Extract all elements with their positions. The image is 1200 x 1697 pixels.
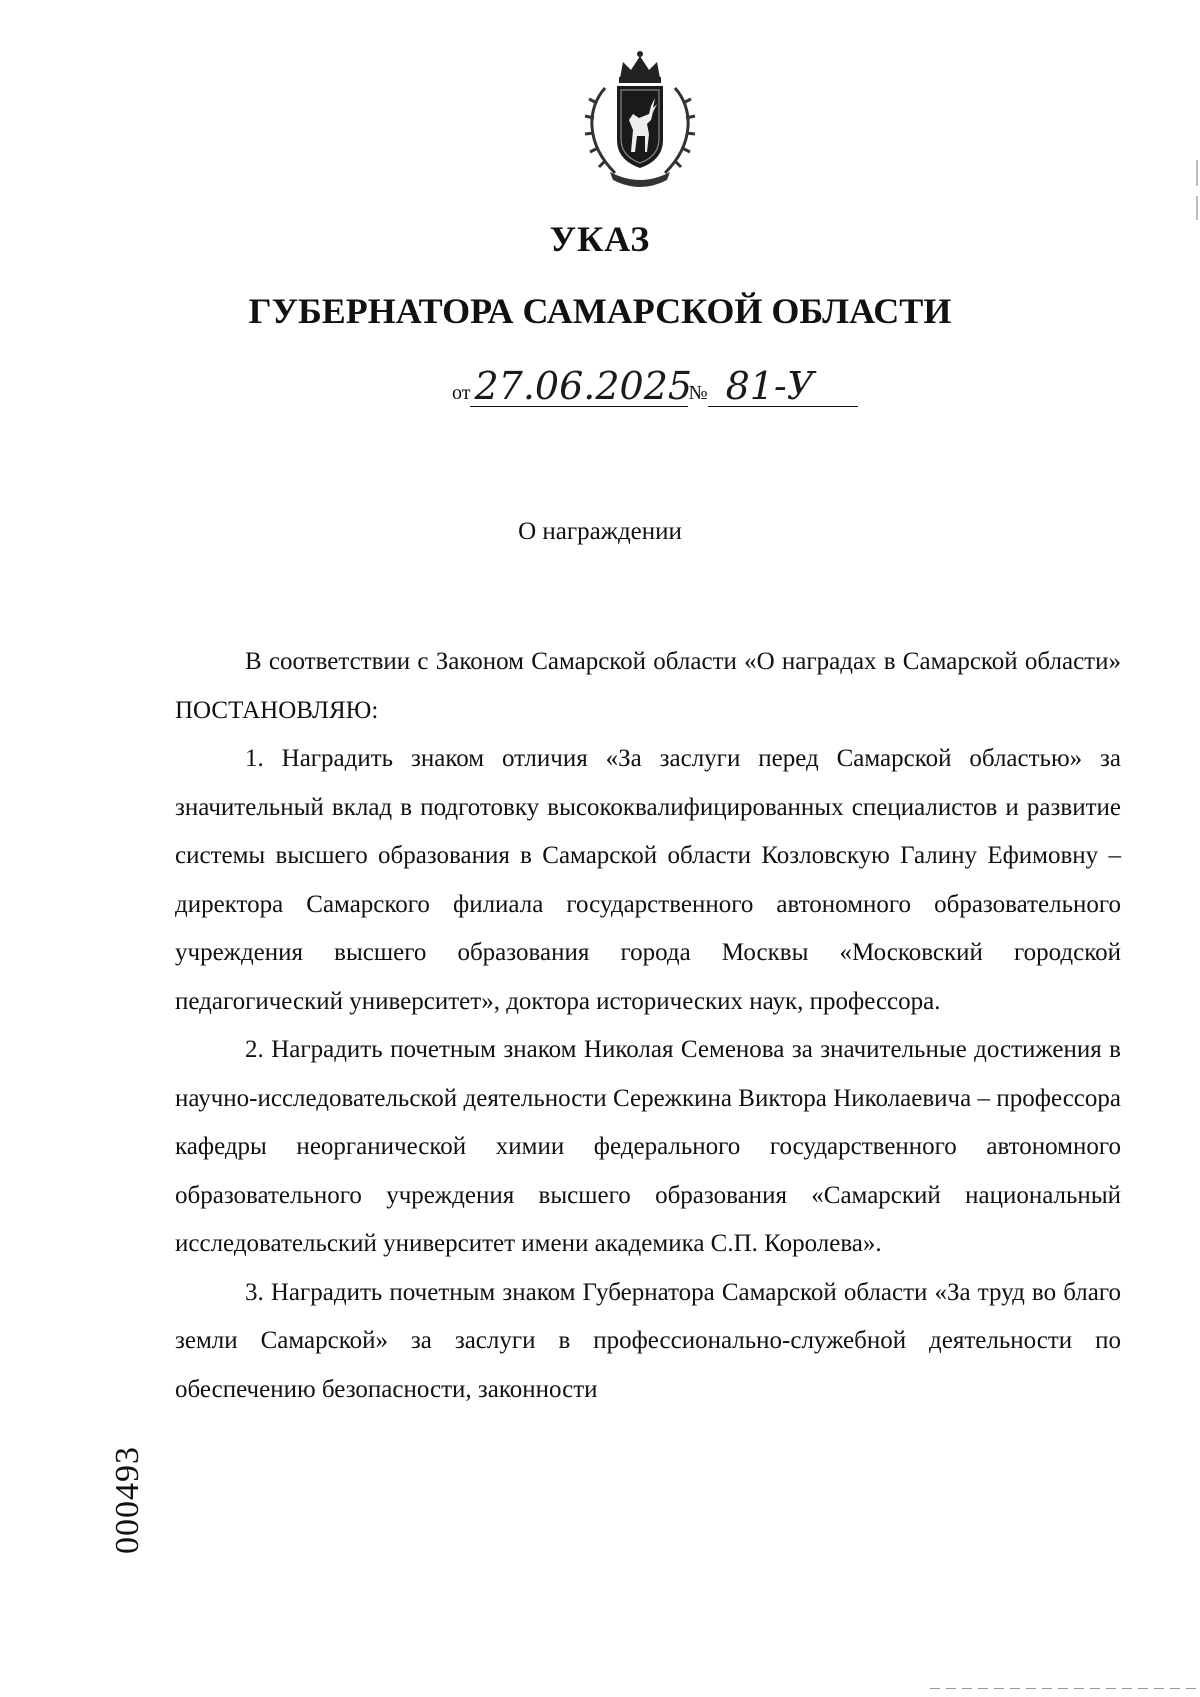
scan-artifact <box>1196 160 1198 186</box>
paragraph-item-3: 3. Наградить почетным знаком Губернатора Самарской области «За труд во благо земли Самарской» за заслуги в профессионально-служебной деятельности по обеспечению безопасности, законности <box>175 1278 1121 1403</box>
document-subject: О награждении <box>518 518 682 545</box>
paragraph-preamble: В соответствии с Законом Самарской области «О наградах в Самарской области» ПОСТАНОВЛЯЮ: <box>175 648 1121 724</box>
document-title: УКАЗ <box>549 219 651 259</box>
date-prefix: от <box>452 382 471 404</box>
samara-coat-of-arms-icon <box>575 48 705 188</box>
paragraph-item-2: 2. Наградить почетным знаком Николая Семенова за значительные достижения в научно-исследовательской деятельности Сережкина Виктора Николаевича – профессора кафедры неорганической химии федерального государственного автономного образовательного учреждения высшего образования «Самарский национальный исследовательский университет имени академика С.П. Королева». <box>175 1036 1121 1257</box>
document-body <box>175 638 1121 1414</box>
handwritten-date: 27.06.2025 <box>470 366 688 407</box>
scan-artifact <box>930 1688 1200 1689</box>
serial-number-text: 000493 <box>109 1446 146 1554</box>
scan-artifact <box>1196 196 1198 220</box>
paragraph-item-1: 1. Наградить знаком отличия «За заслуги перед Самарской областью» за значительный вклад в подготовку высококвалифицированных специалистов и развитие системы высшего образования в Самарской области Козловскую Галину Ефимовну – директора Самарского филиала государственного автономного образовательного учреждения высшего образования города Москвы «Московский городской педагогический университет», доктора исторических наук, профессора. <box>175 745 1121 1015</box>
document-subtitle: ГУБЕРНАТОРА САМАРСКОЙ ОБЛАСТИ <box>248 291 952 331</box>
serial-number <box>105 1440 151 1560</box>
number-prefix: № <box>688 382 708 404</box>
date-number-line <box>452 366 858 407</box>
handwritten-number: 81-У <box>708 366 858 407</box>
